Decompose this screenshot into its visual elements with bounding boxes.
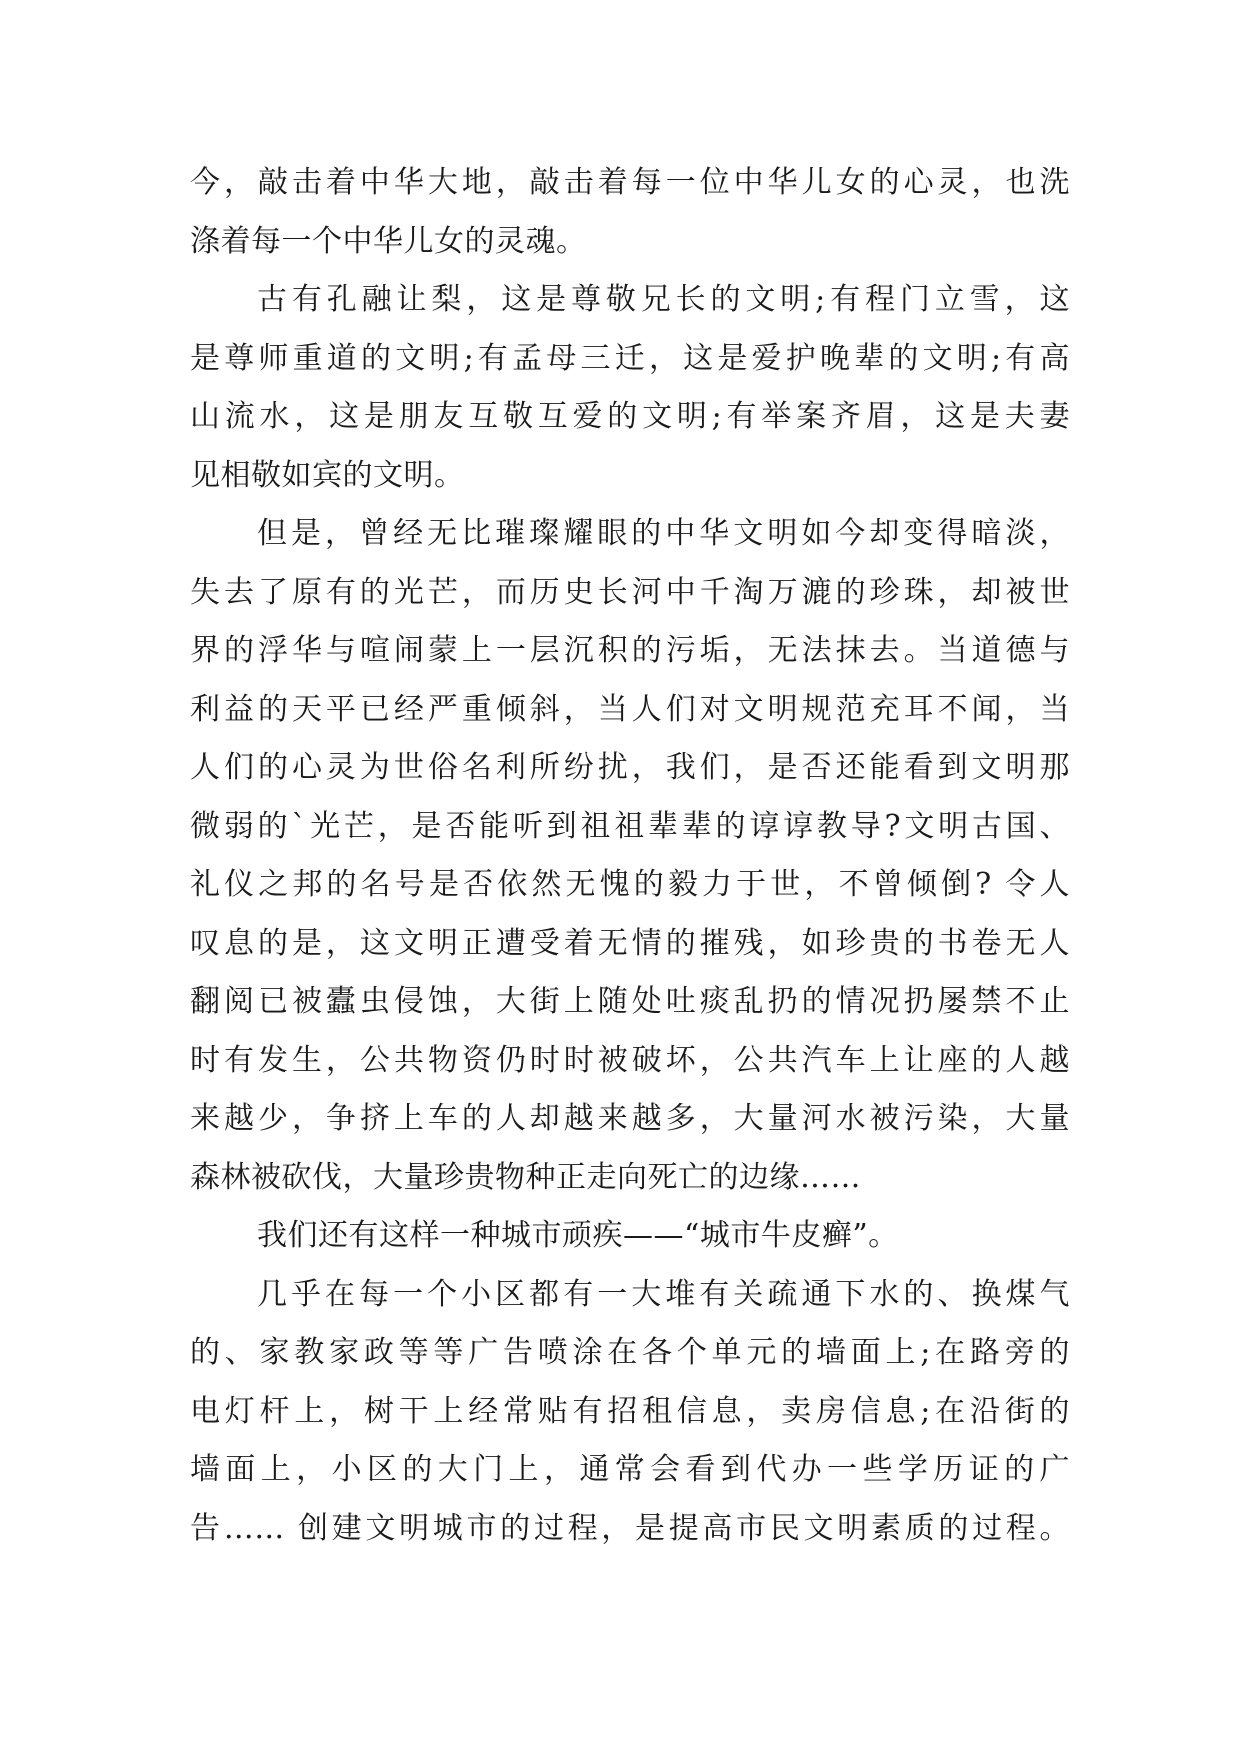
text-line: 来越少，争挤上车的人却越来越多，大量河水被污染，大量: [190, 1101, 1070, 1136]
body-text: [190, 154, 1070, 1558]
text-line: 的、家教家政等等广告喷涂在各个单元的墙面上;在路旁的: [190, 1335, 1070, 1370]
text-line: 电灯杆上，树干上经常贴有招租信息，卖房信息;在沿街的: [190, 1393, 1070, 1429]
text-line: 翻阅已被蠹虫侵蚀，大街上随处吐痰乱扔的情况扔屡禁不止: [190, 984, 1070, 1019]
text-line: 涤着每一个中华儿女的灵魂。: [190, 223, 587, 259]
text-line: 但是，曾经无比璀璨耀眼的中华文明如今却变得暗淡，: [257, 516, 1070, 551]
text-line: 微弱的`光芒，是否能听到祖祖辈辈的谆谆教导?文明古国、: [190, 808, 1070, 844]
text-line: 告…… 创建文明城市的过程，是提高市民文明素质的过程。: [190, 1510, 1070, 1546]
text-line: 礼仪之邦的名号是否依然无愧的毅力于世，不曾倾倒? 令人: [190, 867, 1070, 902]
text-line: 人们的心灵为世俗名利所纷扰，我们，是否还能看到文明那: [190, 750, 1070, 785]
text-line: 叹息的是，这文明正遭受着无情的摧残，如珍贵的书卷无人: [190, 925, 1070, 961]
text-line: 界的浮华与喧闹蒙上一层沉积的污垢，无法抹去。当道德与: [190, 633, 1070, 668]
text-line: 山流水，这是朋友互敬互爱的文明;有举案齐眉，这是夫妻: [190, 399, 1070, 434]
text-line: 见相敬如宾的文明。: [190, 457, 465, 493]
text-line: 时有发生，公共物资仍时时被破坏，公共汽车上让座的人越: [190, 1042, 1070, 1078]
text-line: 墙面上，小区的大门上，通常会看到代办一些学历证的广: [190, 1452, 1070, 1487]
text-line: 古有孔融让梨，这是尊敬兄长的文明;有程门立雪，这: [257, 282, 1070, 317]
text-line: 失去了原有的光芒，而历史长河中千淘万漉的珍珠，却被世: [190, 574, 1070, 610]
text-line: 几乎在每一个小区都有一大堆有关疏通下水的、换煤气: [257, 1276, 1070, 1312]
text-line: 森林被砍伐，大量珍贵物种正走向死亡的边缘……: [190, 1159, 861, 1195]
text-line: 今，敲击着中华大地，敲击着每一位中华儿女的心灵，也洗: [190, 165, 1070, 200]
text-line: 利益的天平已经严重倾斜，当人们对文明规范充耳不闻，当: [190, 691, 1070, 727]
text-line: 是尊师重道的文明;有孟母三迁，这是爱护晚辈的文明;有高: [190, 340, 1070, 376]
text-line: 我们还有这样一种城市顽疾——“城市牛皮癣”。: [257, 1218, 899, 1253]
